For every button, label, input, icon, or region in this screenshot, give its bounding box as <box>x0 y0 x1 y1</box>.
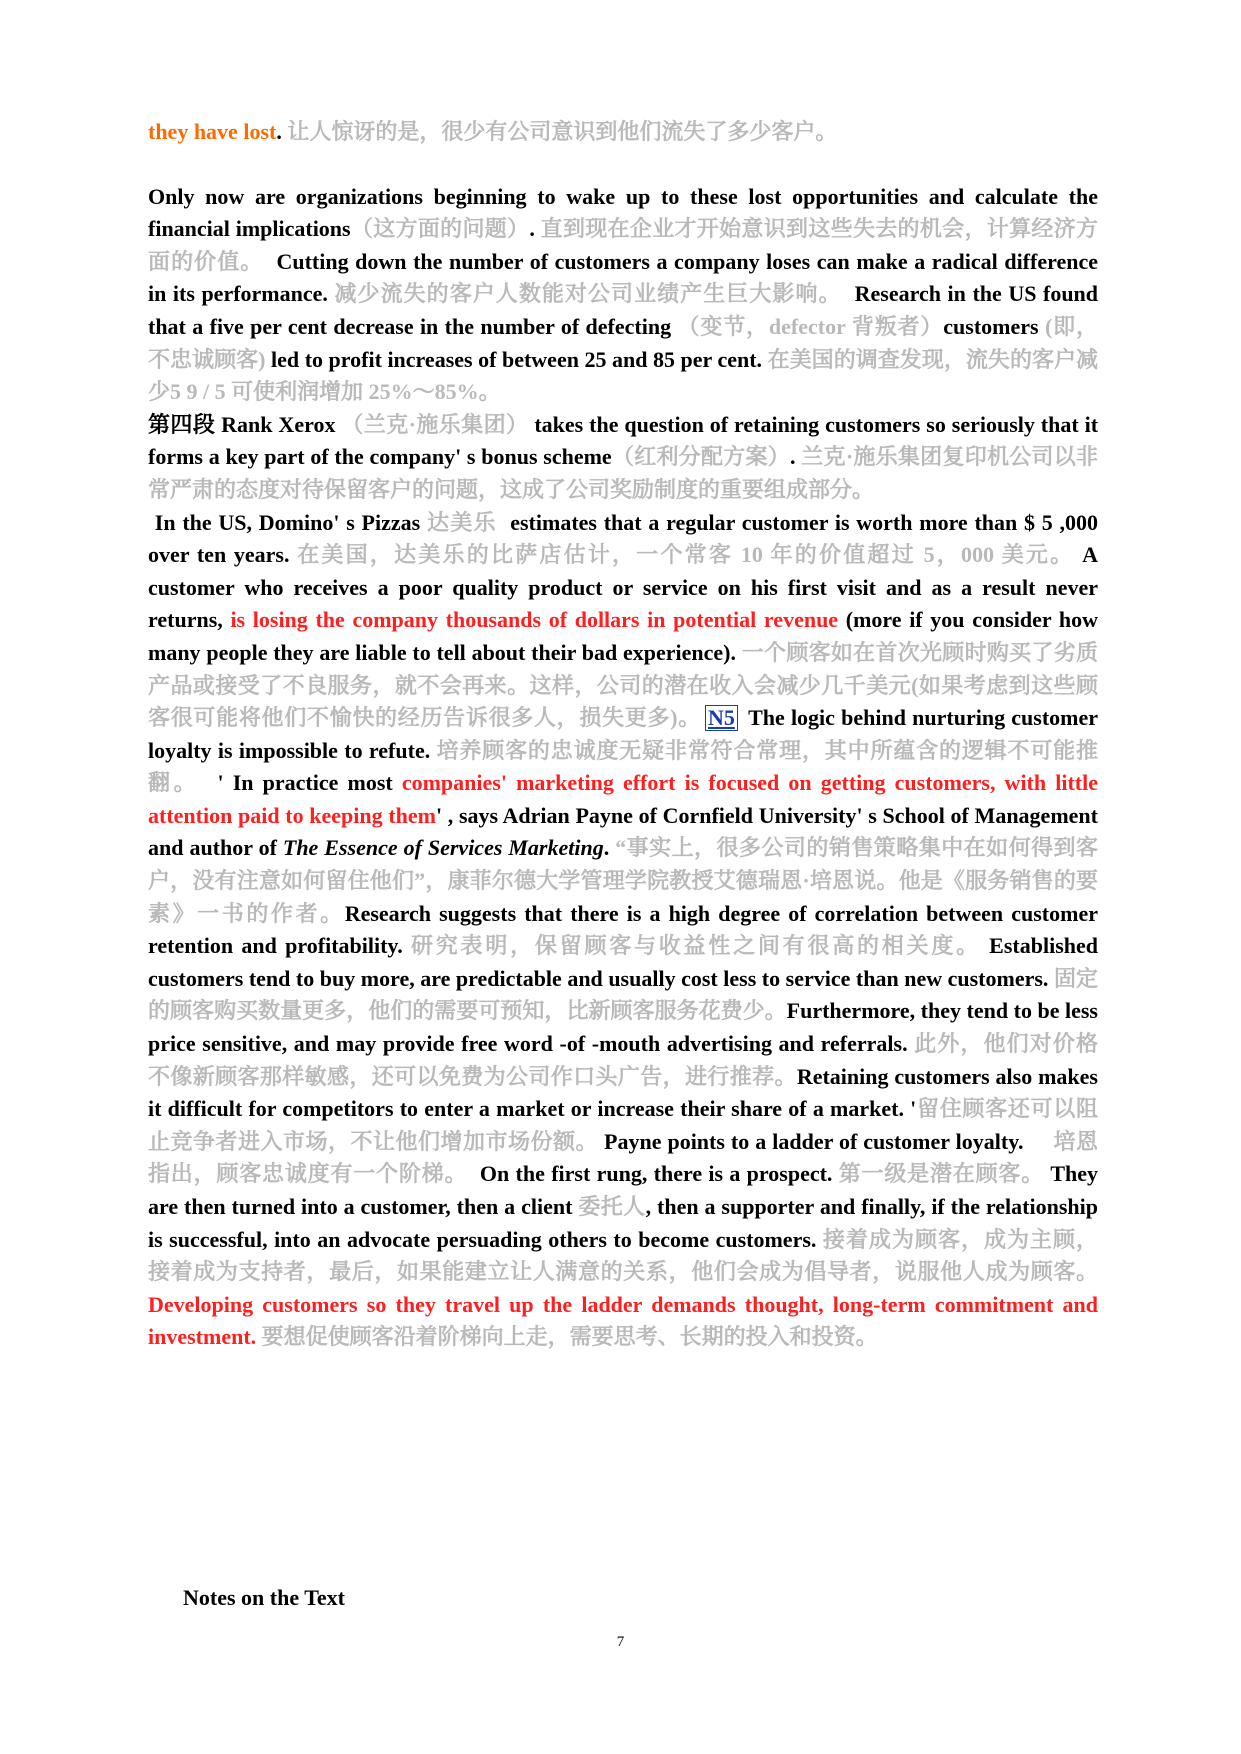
notes-heading: Notes on the Text <box>183 1585 345 1610</box>
english-text: Rank Xerox <box>221 411 336 437</box>
paragraph-gap <box>148 149 1098 181</box>
chinese-annotation: （兰克·施乐集团） <box>341 411 529 437</box>
chinese-translation: 兰克·施乐集团复印机公司以非常严肃的态度对待保留客户的问题，这成了公司奖励制度的重要组成部分。 <box>148 444 1098 502</box>
english-text: estimates that a regular customer is worth more than $ 5 ,000 over ten years. <box>148 509 1099 568</box>
chinese-annotation: 达美乐 <box>426 509 497 535</box>
chinese-annotation: （红利分配方案） <box>611 444 791 470</box>
english-text: customers <box>943 313 1039 339</box>
document-body <box>148 116 1098 1354</box>
section-label: 第四段 <box>148 411 216 437</box>
period: . <box>790 444 796 470</box>
chinese-translation: 在美国，达美乐的比萨店估计，一个常客 10 年的价值超过 5，000 美元。 <box>297 542 1075 568</box>
paragraph-2 <box>148 181 1098 409</box>
chinese-translation: 减少流失的客户人数能对公司业绩产生巨大影响。 <box>334 281 842 307</box>
english-text: Cutting down the number of customers a company loses can make a radical difference in its performance. <box>148 248 1098 307</box>
period: . <box>529 216 535 242</box>
chinese-translation: 培养顾客的忠诚度无疑非常符合常理，其中所蕴含的逻辑不可能推翻。 <box>148 737 1099 796</box>
english-text: They are then turned into a customer, then a client <box>148 1161 1099 1219</box>
english-text: In the US, Domino' s Pizzas <box>154 509 421 535</box>
chinese-translation: 在美国的调查发现，流失的客户减少5 9 / 5 可使利润增加 25%～85%。 <box>148 346 1099 405</box>
chinese-translation: 第一级是潜在顾客。 <box>838 1161 1045 1187</box>
chinese-annotation: (即，不忠诚顾客) <box>148 313 1099 372</box>
english-text: Only now are organizations beginning to wake up to these lost opportunities and calculate the financial implications <box>148 183 1098 242</box>
english-text: , then a supporter and finally, if the relationship is successful, into an advocate persuading others to become customers. <box>148 1194 1098 1252</box>
period: . <box>276 119 282 144</box>
english-text: The logic behind nurturing customer loyalty is impossible to refute. <box>148 705 1099 763</box>
english-text: Payne points to a ladder of customer loyalty. <box>604 1128 1024 1154</box>
paragraph-1 <box>148 116 1098 149</box>
chinese-translation: 此外，他们对价格不像新顾客那样敏感，还可以免费为公司作口头广告，进行推荐。 <box>148 1031 1099 1089</box>
chinese-translation: 接着成为顾客，成为主顾，接着成为支持者，最后，如果能建立让人满意的关系，他们会成为倡导者，说服他人成为顾客。 <box>148 1226 1098 1285</box>
english-text: A customer who receives a poor quality product or service on his first visit and as a result never returns, <box>148 542 1098 633</box>
chinese-translation: 让人惊讶的是，很少有公司意识到他们流失了多少客户。 <box>287 119 838 144</box>
chinese-translation: 研究表明，保留顾客与收益性之间有很高的相关度。 <box>411 933 981 959</box>
highlight-orange: they have lost <box>148 119 277 144</box>
page-number: 7 <box>616 1634 625 1650</box>
english-text: ' , says Adrian Payne of Cornfield University' s School of Management and author of <box>148 802 1098 861</box>
chinese-translation: 留住顾客还可以阻止竞争者进入市场，不让他们增加市场份额。 <box>148 1096 1098 1154</box>
english-text: takes the question of retaining customers so seriously that it forms a key part of the company' s bonus scheme <box>148 411 1099 470</box>
chinese-translation: 要想促使顾客沿着阶梯向上走，需要思考、长期的投入和投资。 <box>261 1324 878 1350</box>
highlight-red: companies' marketing effort is focused on getting customers, with little attention paid to keeping them <box>148 770 1098 828</box>
book-title: The Essence of Services Marketing <box>282 835 604 861</box>
english-text: Retaining customers also makes it difficult for competitors to enter a market or increase their share of a market. ' <box>148 1063 1098 1122</box>
paragraph-3 <box>148 409 1098 507</box>
chinese-translation: 直到现在企业才开始意识到这些失去的机会，计算经济方面的价值。 <box>148 216 1098 274</box>
period: . <box>603 835 610 861</box>
english-text: (more if you consider how many people they are liable to tell about their bad experience). <box>148 607 1099 665</box>
paragraph-4 <box>148 507 1098 1354</box>
english-text: On the first rung, there is a prospect. <box>479 1161 833 1187</box>
english-text: Furthermore, they tend to be less price sensitive, and may provide free word -of -mouth advertising and referrals. <box>148 998 1098 1057</box>
highlight-red: Developing customers so they travel up the ladder demands thought, long-term commitment and investment. <box>148 1291 1098 1350</box>
note-reference-link[interactable]: N5 <box>705 705 738 731</box>
chinese-annotation: （这方面的问题） <box>350 216 530 242</box>
chinese-translation: 一个顾客如在首次光顾时购买了劣质产品或接受了不良服务，就不会再来。这样，公司的潜在收入会减少几千美元(如果考虑到这些顾客很可能将他们不愉快的经历告诉很多人，损失更多)。 <box>148 639 1098 731</box>
chinese-annotation: （变节，defector 背叛者） <box>677 313 944 339</box>
english-text: Established customers tend to buy more, are predictable and usually cost less to service than new customers. <box>148 933 1098 991</box>
english-text: led to profit increases of between 25 and 85 per cent. <box>271 346 763 372</box>
english-text: Research in the US found that a five per cent decrease in the number of defecting <box>148 281 1099 339</box>
english-text: ' In practice most <box>217 770 393 796</box>
chinese-translation: 培恩指出，顾客忠诚度有一个阶梯。 <box>148 1128 1098 1187</box>
chinese-translation: 固定的顾客购买数量更多，他们的需要可预知，比新顾客服务花费少。 <box>148 965 1098 1024</box>
chinese-translation: “事实上，很多公司的销售策略集中在如何得到客户，没有注意如何留住他们”，康菲尔德大学管理学院教授艾德瑞恩·培恩说。他是《服务销售的要素》一书的作者。 <box>148 835 1098 926</box>
chinese-annotation: 委托人 <box>578 1194 646 1219</box>
english-text: Research suggests that there is a high degree of correlation between customer retention and profitability. <box>148 900 1098 959</box>
highlight-red: is losing the company thousands of dollars in potential revenue <box>230 607 839 633</box>
